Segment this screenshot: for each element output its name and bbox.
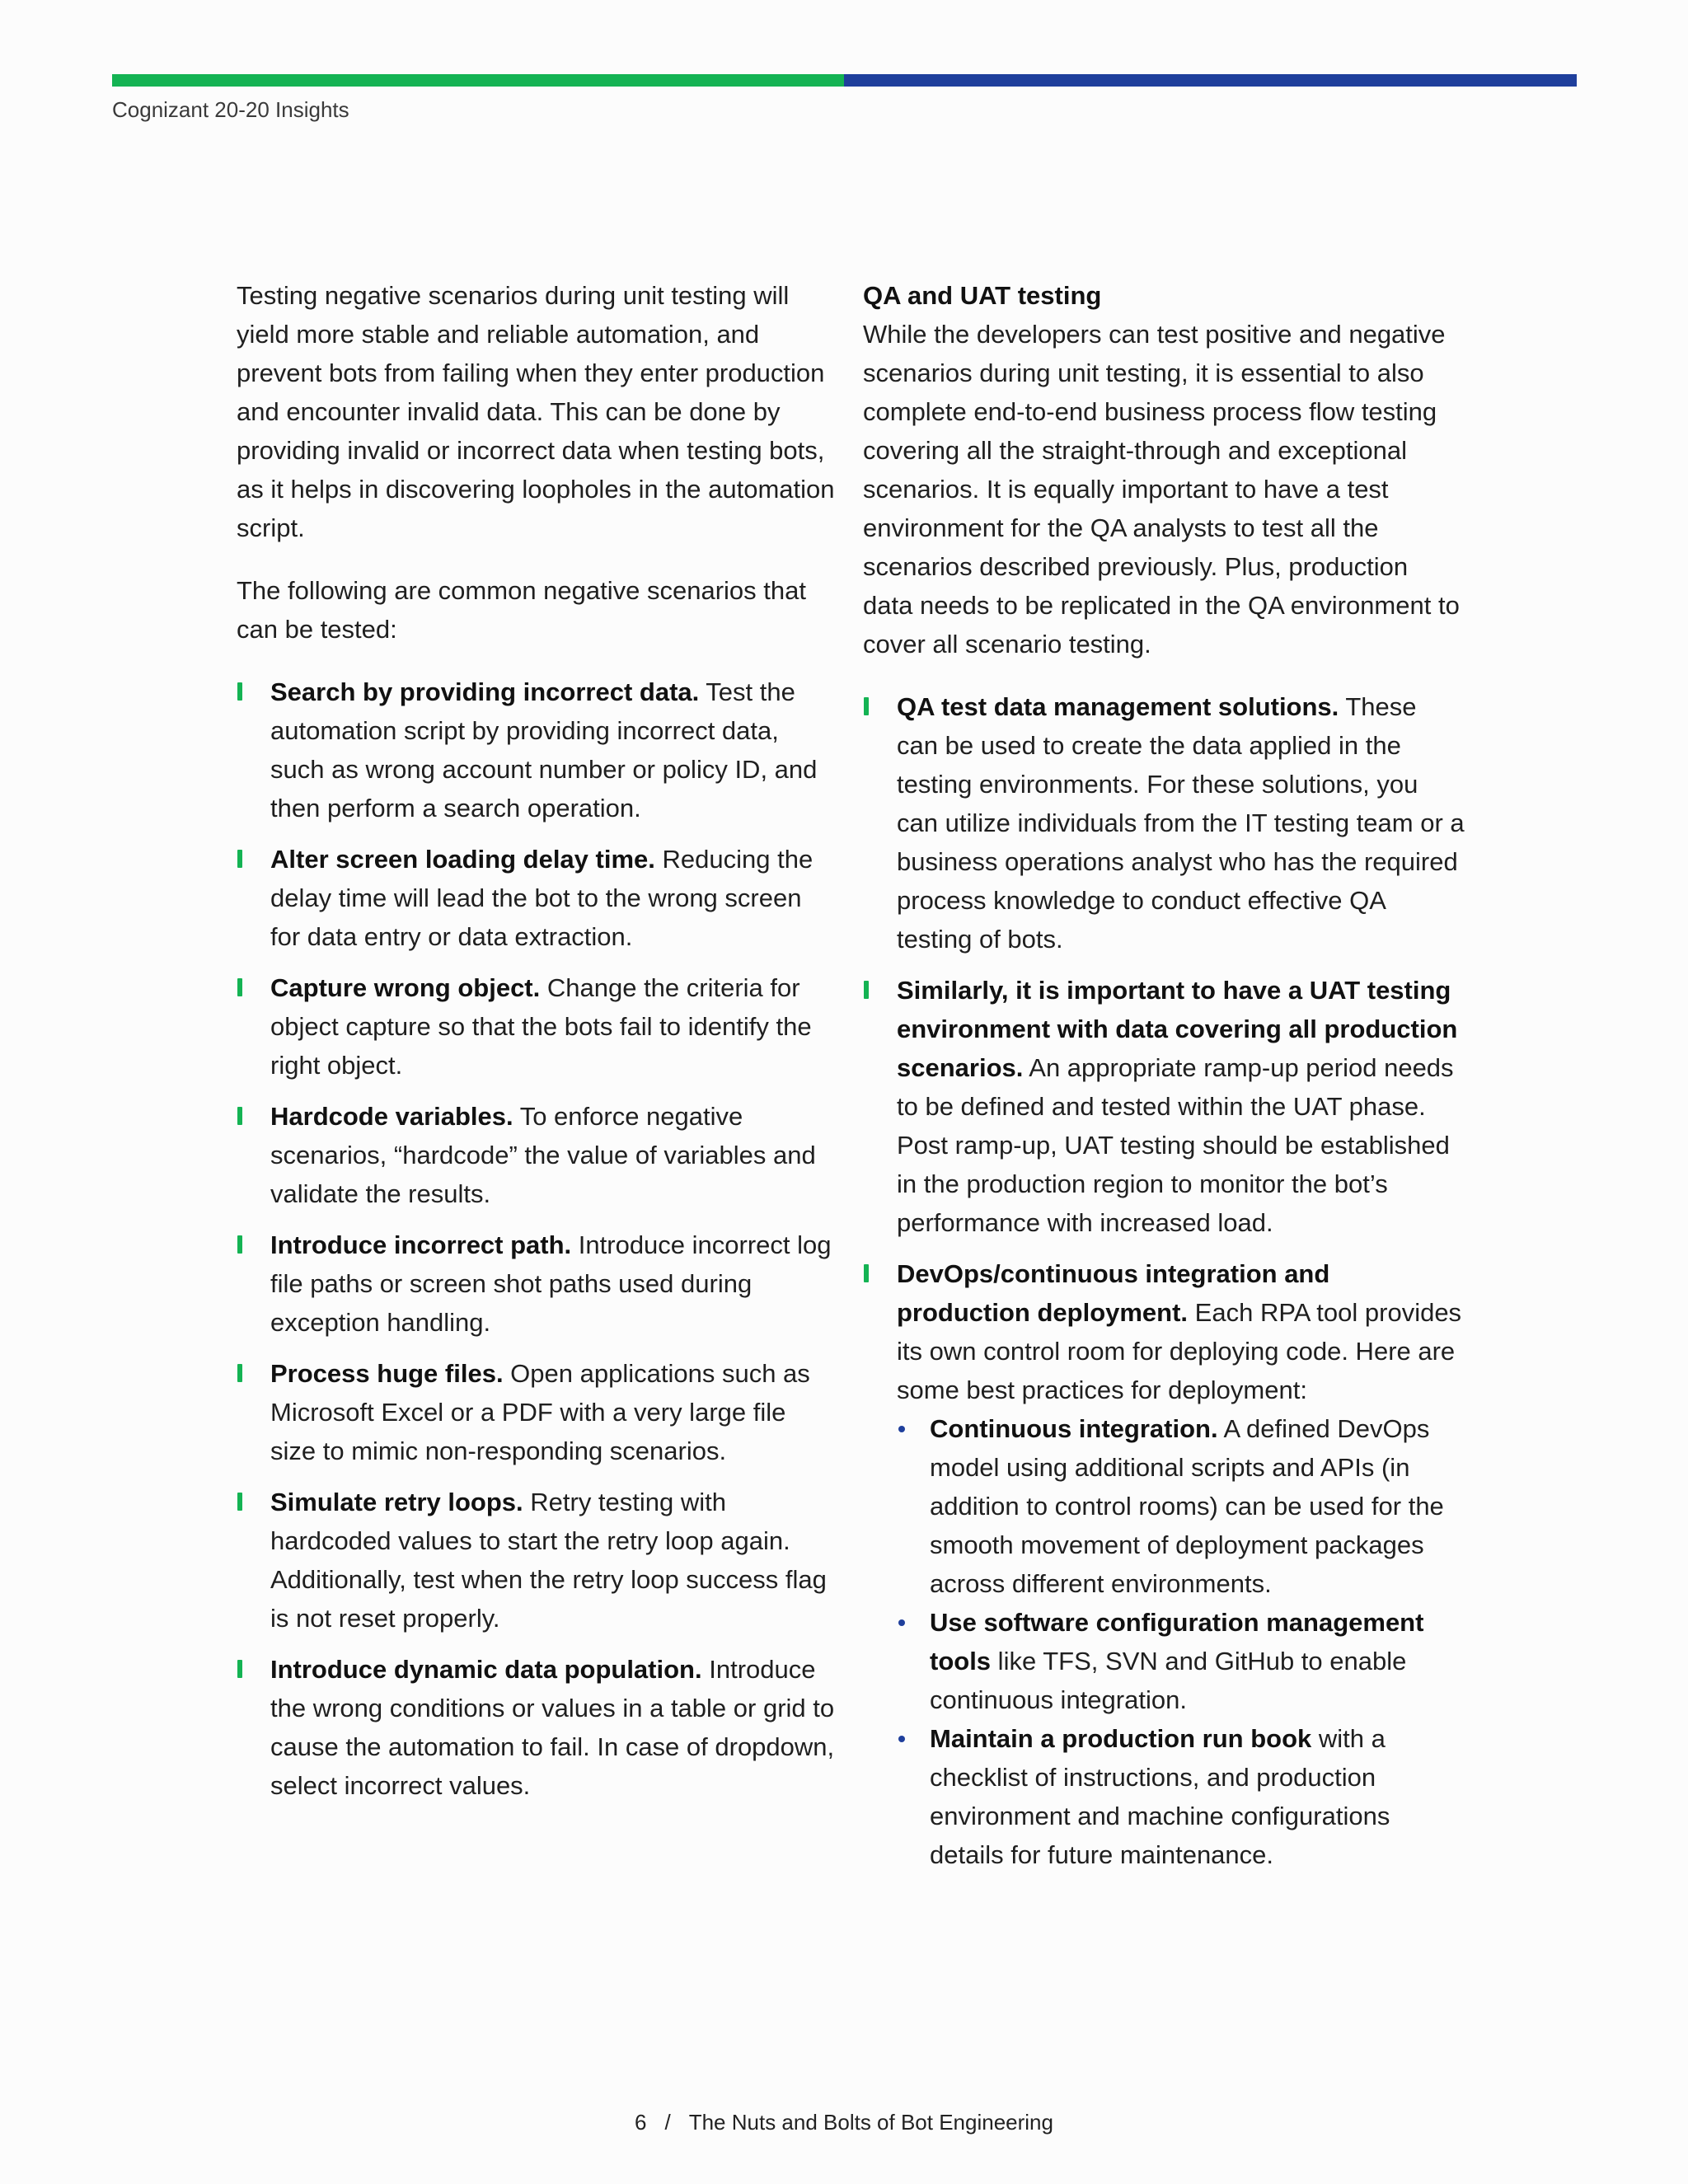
bullet-marker [237, 1660, 242, 1678]
paragraph: While the developers can test positive and negative scenarios during unit testing, it is essential to also complete end-to-end business process flow testing covering all the straight-through and exceptional scenarios. It is equally important to have a test environment for the QA analysts to test all the scenarios described previously. Plus, production data needs to be replicated in the QA environment to cover all scenario testing. [863, 320, 1460, 658]
list-item [237, 840, 837, 956]
list-item [237, 1097, 837, 1213]
list-item-text: Each RPA tool provides its own control room for deploying code. Here are some best practices for deployment: [897, 1298, 1462, 1404]
list-item [237, 968, 837, 1085]
bullet-marker [864, 981, 869, 999]
list-item [237, 1226, 837, 1342]
list-item-lead: Process huge files. [270, 1359, 504, 1388]
qa-uat-list [863, 687, 1465, 1874]
sub-list-item-lead: Maintain a production run book [930, 1724, 1312, 1753]
list-item-text: To enforce negative scenarios, “hardcode” the value of variables and validate the results. [270, 1102, 816, 1208]
dot-bullet [898, 1736, 905, 1742]
list-item-text: Reducing the delay time will lead the bot to the wrong screen for data entry or data extraction. [270, 845, 814, 951]
bullet-marker [237, 850, 242, 868]
top-accent-bar-blue [844, 74, 1577, 87]
sub-list-item-lead: Use software configuration management tools [930, 1608, 1424, 1675]
bullet-marker [237, 1364, 242, 1382]
list-item [863, 971, 1465, 1242]
sub-list-item [897, 1409, 1465, 1603]
running-header: Cognizant 20-20 Insights [112, 97, 349, 122]
right-column [863, 276, 1465, 1886]
sub-list-item [897, 1603, 1465, 1719]
footer-separator: / [664, 2110, 671, 2135]
list-item-lead: Capture wrong object. [270, 973, 541, 1002]
left-column [237, 276, 837, 1817]
list-item-lead: Introduce incorrect path. [270, 1230, 572, 1259]
bullet-marker [864, 697, 869, 715]
list-item-text: Change the criteria for object capture so that the bots fail to identify the right object. [270, 973, 812, 1080]
bullet-marker [237, 978, 242, 996]
top-accent-bar [112, 74, 1577, 87]
dot-bullet [898, 1619, 905, 1626]
bullet-marker [237, 1107, 242, 1125]
list-item-lead: Introduce dynamic data population. [270, 1655, 702, 1684]
top-accent-bar-green [112, 74, 844, 87]
bullet-marker [237, 1493, 242, 1511]
list-item-lead: DevOps/continuous integration and production deployment. [897, 1259, 1330, 1327]
list-item [237, 673, 837, 827]
bullet-marker [864, 1264, 869, 1282]
list-item-text: Test the automation script by providing incorrect data, such as wrong account number or policy ID, and then perform a search operation. [270, 677, 818, 823]
bullet-marker [237, 682, 242, 701]
list-item-lead: Simulate retry loops. [270, 1488, 523, 1516]
list-item [863, 687, 1465, 958]
list-item-lead: Alter screen loading delay time. [270, 845, 655, 874]
paragraph: Testing negative scenarios during unit testing will yield more stable and reliable automation, and prevent bots from failing when they enter production and encounter invalid data. This can be done by providing invalid or incorrect data when testing bots, as it helps in discovering loopholes in the automation script. [237, 281, 835, 542]
list-item [237, 1650, 837, 1805]
list-item-lead: Search by providing incorrect data. [270, 677, 700, 706]
sub-list-item [897, 1719, 1465, 1874]
list-item [237, 1354, 837, 1470]
list-item-lead: Similarly, it is important to have a UAT testing environment with data covering all production scenarios. [897, 976, 1458, 1082]
list-item-lead: Hardcode variables. [270, 1102, 513, 1131]
list-item-text: Open applications such as Microsoft Excel or a PDF with a very large file size to mimic non-responding scenarios. [270, 1359, 810, 1465]
sub-list-item-text: like TFS, SVN and GitHub to enable continuous integration. [930, 1647, 1407, 1714]
list-item-text: Introduce the wrong conditions or values in a table or grid to cause the automation to fail. In case of dropdown, select incorrect values. [270, 1655, 835, 1800]
paragraph: The following are common negative scenarios that can be tested: [237, 576, 806, 644]
list-item-lead: QA test data management solutions. [897, 692, 1339, 721]
list-item-text: Introduce incorrect log file paths or screen shot paths used during exception handling. [270, 1230, 832, 1337]
sub-list-item-text: with a checklist of instructions, and production environment and machine configurations details for future maintenance. [930, 1724, 1390, 1869]
bullet-marker [237, 1235, 242, 1254]
document-title: The Nuts and Bolts of Bot Engineering [688, 2110, 1053, 2135]
dot-bullet [898, 1426, 905, 1432]
list-item-text: These can be used to create the data applied in the testing environments. For these solutions, you can utilize individuals from the IT testing team or a business operations analyst who has the required process knowledge to conduct effective QA testing of bots. [897, 692, 1465, 954]
section-heading: QA and UAT testing [863, 281, 1102, 310]
list-item-text: Retry testing with hardcoded values to start the retry loop again. Additionally, test when the retry loop success flag is not reset properly. [270, 1488, 827, 1633]
list-item [863, 1254, 1465, 1874]
page-number: 6 [635, 2110, 647, 2135]
list-item-text: An appropriate ramp-up period needs to be defined and tested within the UAT phase. Post ramp-up, UAT testing should be established in the production region to monitor the bot’s performance with increased load. [897, 1053, 1454, 1237]
sub-list-item-lead: Continuous integration. [930, 1414, 1218, 1443]
deployment-practices-list [897, 1409, 1465, 1874]
sub-list-item-text: A defined DevOps model using additional scripts and APIs (in addition to control rooms) can be used for the smooth movement of deployment packages across different environments. [930, 1414, 1444, 1598]
page-footer [0, 2110, 1688, 2135]
list-item [237, 1483, 837, 1638]
negative-scenarios-list [237, 673, 837, 1805]
